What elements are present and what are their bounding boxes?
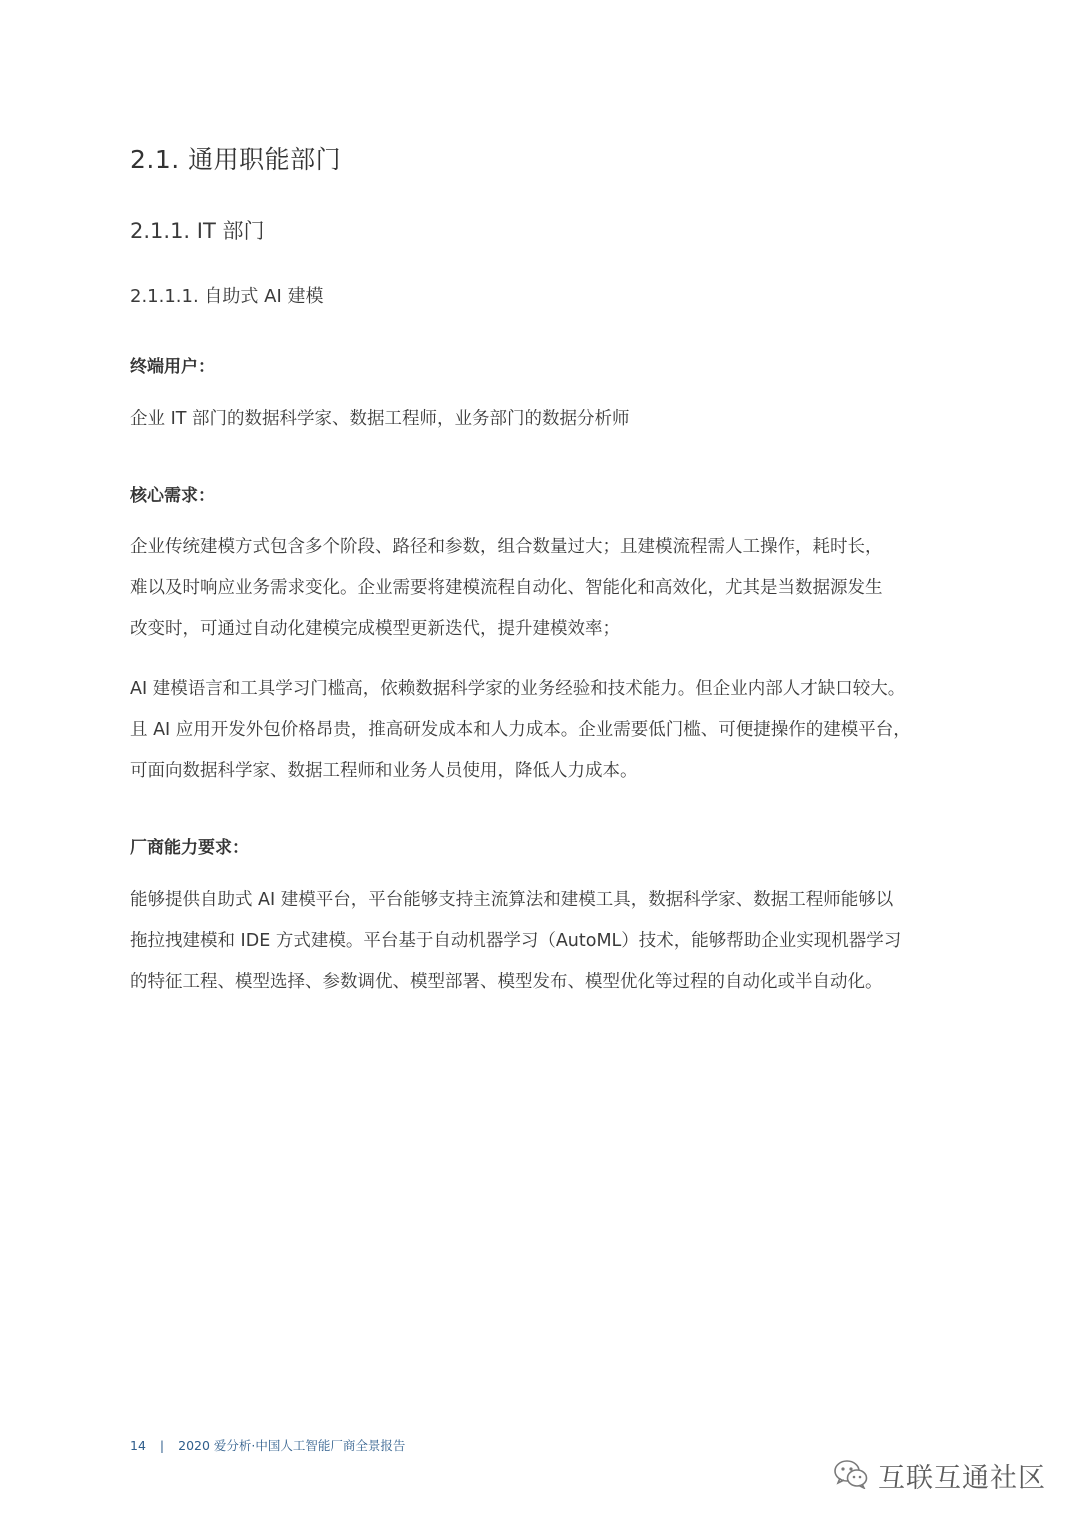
wechat-icon-graphic bbox=[834, 1459, 868, 1489]
wechat-icon bbox=[834, 1459, 868, 1493]
subsubsection-heading: 2.1.1.1. 自助式 AI 建模 bbox=[130, 286, 324, 307]
page-number: 14 bbox=[130, 1438, 146, 1453]
watermark bbox=[834, 1456, 1046, 1495]
paragraph-line: 可面向数据科学家、数据工程师和业务人员使用，降低人力成本。 bbox=[130, 761, 638, 781]
paragraph-line: 且 AI 应用开发外包价格昂贵，推高研发成本和人力成本。企业需要低门槛、可便捷操作的建模平台， bbox=[130, 720, 911, 740]
section-heading: 2.1. 通用职能部门 bbox=[130, 145, 342, 174]
paragraph-line: 难以及时响应业务需求变化。企业需要将建模流程自动化、智能化和高效化，尤其是当数据源发生 bbox=[130, 578, 883, 598]
subsection-heading: 2.1.1. IT 部门 bbox=[130, 219, 265, 243]
page-footer bbox=[130, 1436, 405, 1454]
paragraph-line: 企业传统建模方式包含多个阶段、路径和参数，组合数量过大；且建模流程需人工操作，耗时长， bbox=[130, 537, 883, 557]
end-users-label: 终端用户： bbox=[130, 357, 215, 377]
watermark-text: 互联互通社区 bbox=[878, 1463, 1046, 1494]
vendor-capability-label: 厂商能力要求： bbox=[130, 838, 249, 858]
paragraph-line: 能够提供自助式 AI 建模平台，平台能够支持主流算法和建模工具，数据科学家、数据工程师能够以 bbox=[130, 890, 894, 910]
core-needs-paragraph-2 bbox=[130, 669, 956, 792]
paragraph-line: AI 建模语言和工具学习门槛高，依赖数据科学家的业务经验和技术能力。但企业内部人才缺口较大。 bbox=[130, 679, 906, 699]
vendor-capability-paragraph bbox=[130, 880, 956, 1003]
core-needs-label: 核心需求： bbox=[130, 486, 215, 506]
paragraph-line: 拖拉拽建模和 IDE 方式建模。平台基于自动机器学习（AutoML）技术，能够帮助企业实现机器学习 bbox=[130, 931, 902, 951]
paragraph-line: 的特征工程、模型选择、参数调优、模型部署、模型发布、模型优化等过程的自动化或半自动化。 bbox=[130, 972, 883, 992]
footer-separator: | bbox=[159, 1438, 165, 1453]
core-needs-paragraph-1 bbox=[130, 527, 956, 650]
paragraph-line: 企业 IT 部门的数据科学家、数据工程师，业务部门的数据分析师 bbox=[130, 409, 630, 429]
report-title: 2020 爱分析·中国人工智能厂商全景报告 bbox=[178, 1438, 406, 1453]
paragraph-line: 改变时，可通过自动化建模完成模型更新迭代，提升建模效率； bbox=[130, 619, 620, 639]
end-users-paragraph bbox=[130, 399, 956, 440]
